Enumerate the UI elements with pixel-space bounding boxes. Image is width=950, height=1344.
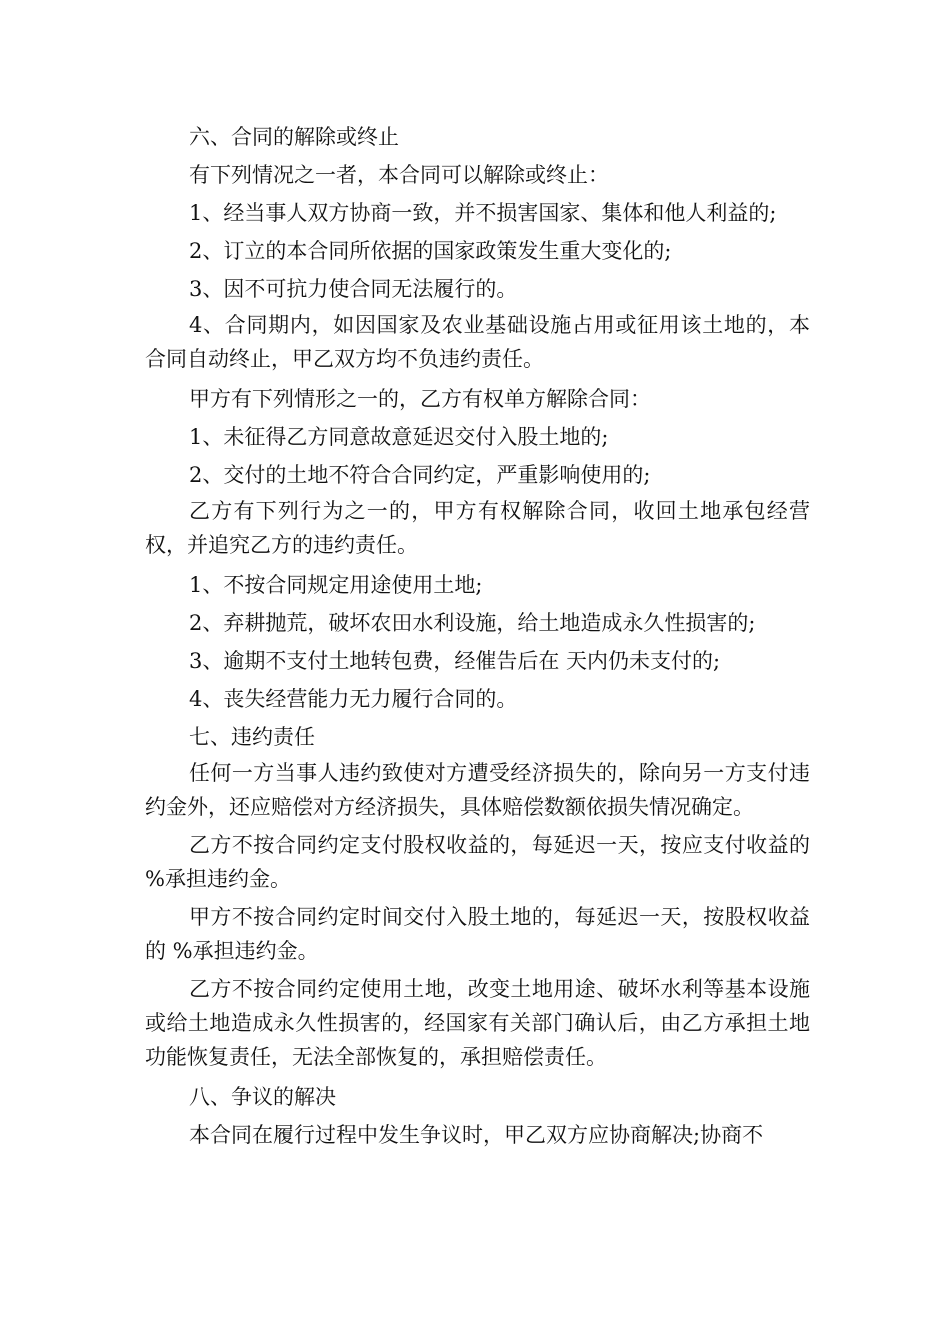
paragraph: 有下列情况之一者，本合同可以解除或终止：	[189, 163, 609, 187]
list-item: 2、订立的本合同所依据的国家政策发生重大变化的;	[189, 239, 672, 263]
paragraph: 任何一方当事人违约致使对方遭受经济损失的，除向另一方支付违约金外，还应赔偿对方经济损失，具体赔偿数额依损失情况确定。	[145, 761, 810, 819]
list-item: 4、合同期内，如因国家及农业基础设施占用或征用该土地的，本合同自动终止，甲乙双方均不负违约责任。	[145, 313, 810, 371]
list-item: 3、因不可抗力使合同无法履行的。	[189, 277, 518, 301]
paragraph: 乙方有下列行为之一的，甲方有权解除合同，收回土地承包经营权，并追究乙方的违约责任。	[145, 499, 810, 557]
list-item: 3、逾期不支付土地转包费，经催告后在 天内仍未支付的;	[189, 649, 721, 673]
paragraph: 本合同在履行过程中发生争议时，甲乙双方应协商解决;协商不	[189, 1123, 764, 1147]
list-item: 1、未征得乙方同意故意延迟交付入股土地的;	[189, 425, 609, 449]
list-item: 1、经当事人双方协商一致，并不损害国家、集体和他人利益的;	[189, 201, 777, 225]
section-heading-breach: 七、违约责任	[189, 725, 315, 749]
list-item: 2、弃耕抛荒，破坏农田水利设施，给土地造成永久性损害的;	[189, 611, 756, 635]
paragraph: 乙方不按合同约定使用土地，改变土地用途、破坏水利等基本设施或给土地造成永久性损害的，经国家有关部门确认后，由乙方承担土地功能恢复责任，无法全部恢复的，承担赔偿责任。	[145, 977, 810, 1069]
document-body	[145, 118, 810, 1154]
list-item: 2、交付的土地不符合合同约定，严重影响使用的;	[189, 463, 651, 487]
section-heading-termination: 六、合同的解除或终止	[189, 125, 399, 149]
list-item: 1、不按合同规定用途使用土地;	[189, 573, 483, 597]
paragraph: 乙方不按合同约定支付股权收益的，每延迟一天，按应支付收益的 %承担违约金。	[145, 833, 810, 891]
list-item: 4、丧失经营能力无力履行合同的。	[189, 687, 518, 711]
section-heading-dispute: 八、争议的解决	[189, 1085, 336, 1109]
paragraph: 甲方不按合同约定时间交付入股土地的，每延迟一天，按股权收益的 %承担违约金。	[145, 905, 810, 963]
paragraph: 甲方有下列情形之一的，乙方有权单方解除合同：	[189, 387, 651, 411]
